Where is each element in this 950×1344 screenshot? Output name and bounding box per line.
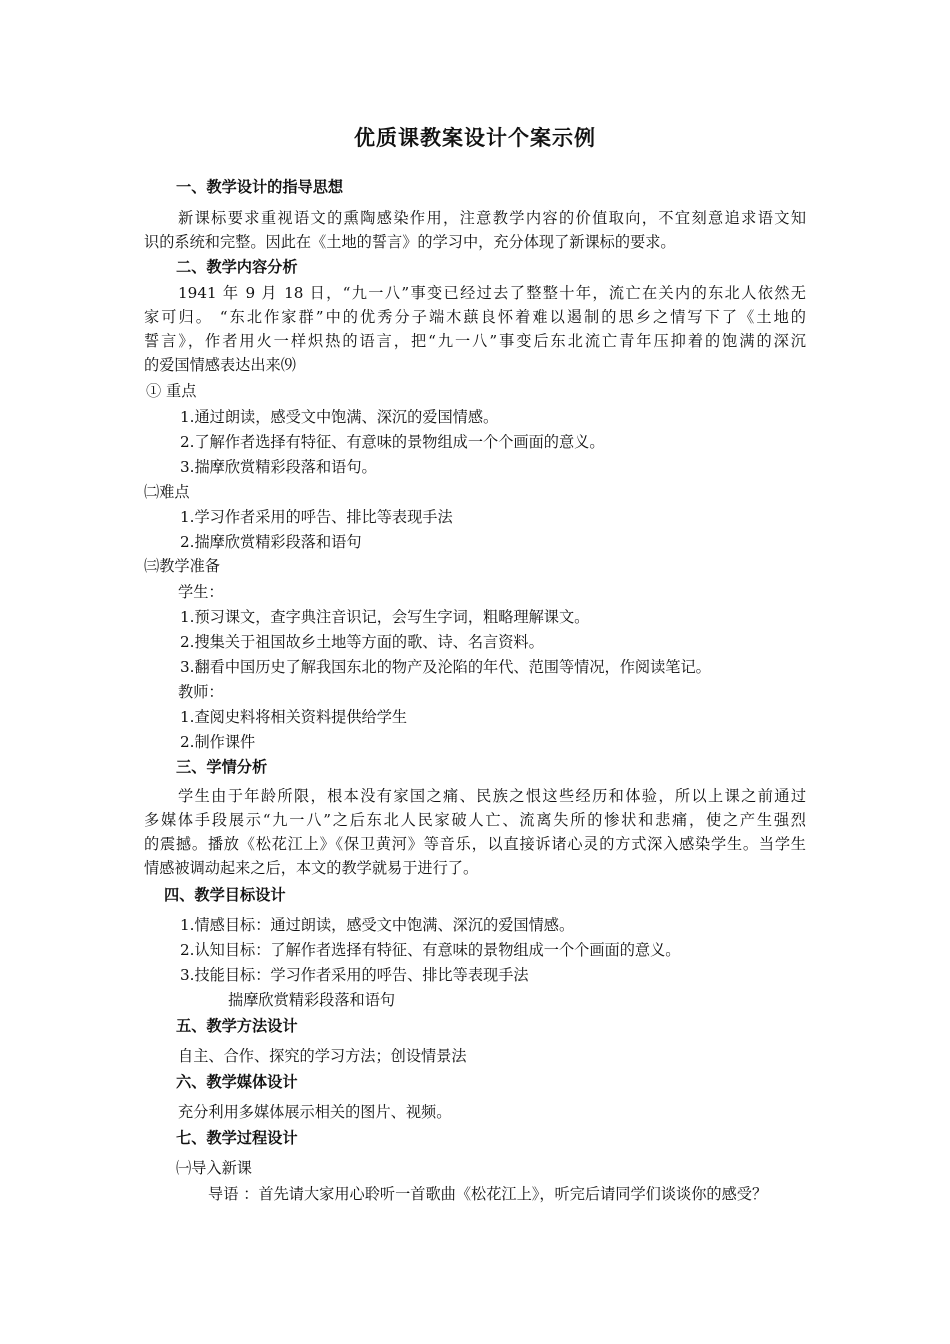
paragraph-line: 家可归。 “东北作家群”中的优秀分子端木蕻良怀着难以遏制的思乡之情写下了《土地的 bbox=[144, 308, 806, 326]
list-item: 2.了解作者选择有特征、有意味的景物组成一个个画面的意义。 bbox=[180, 433, 605, 451]
subheading-preparation: ㈢教学准备 bbox=[144, 557, 220, 575]
list-item: 1.预习课文，查字典注音识记，会写生字词，粗略理解课文。 bbox=[180, 608, 590, 626]
list-item: 1.学习作者采用的呼告、排比等表现手法 bbox=[180, 508, 453, 526]
paragraph-line: 誓言》，作者用火一样炽热的语言，把“九一八”事变后东北流亡青年压抑着的饱满的深沉 bbox=[144, 332, 806, 350]
section-heading: 一、教学设计的指导思想 bbox=[176, 178, 344, 196]
subheading-difficulties: ㈡难点 bbox=[144, 483, 190, 501]
subheading-key-points: ① 重点 bbox=[146, 382, 197, 400]
list-item: 1.查阅史料将相关资料提供给学生 bbox=[180, 708, 408, 726]
document-title: 优质课教案设计个案示例 bbox=[354, 125, 596, 150]
paragraph-line: 多媒体手段展示“九一八”之后东北人民家破人亡、流离失所的惨状和悲痛，使之产生强烈 bbox=[144, 811, 806, 829]
paragraph-line: 新课标要求重视语文的熏陶感染作用，注意教学内容的价值取向，不宜刻意追求语文知 bbox=[178, 209, 806, 227]
list-item: 1.通过朗读，感受文中饱满、深沉的爱国情感。 bbox=[180, 408, 499, 426]
paragraph-line: 的震撼。播放《松花江上》《保卫黄河》等音乐，以直接诉诸心灵的方式深入感染学生。当学生 bbox=[144, 835, 806, 853]
paragraph-line: 1941 年 9 月 18 日，“九一八”事变已经过去了整整十年，流亡在关内的东北人依然无 bbox=[178, 284, 806, 302]
paragraph-line: 的爱国情感表达出来⑼ bbox=[144, 356, 296, 374]
section-heading: 四、教学目标设计 bbox=[164, 886, 286, 904]
section-heading: 六、教学媒体设计 bbox=[176, 1073, 298, 1091]
paragraph-line: 识的系统和完整。因此在《土地的誓言》的学习中，充分体现了新课标的要求。 bbox=[144, 233, 676, 251]
section-heading: 三、学情分析 bbox=[176, 758, 268, 776]
paragraph-line: 情感被调动起来之后，本文的教学就易于进行了。 bbox=[144, 859, 479, 877]
list-item: 2.认知目标：了解作者选择有特征、有意味的景物组成一个个画面的意义。 bbox=[180, 941, 681, 959]
subheading-intro: ㈠导入新课 bbox=[176, 1159, 252, 1177]
section-heading: 七、教学过程设计 bbox=[176, 1129, 298, 1147]
list-item: 3.技能目标：学习作者采用的呼告、排比等表现手法 bbox=[180, 966, 529, 984]
list-item: 2.搜集关于祖国故乡土地等方面的歌、诗、名言资料。 bbox=[180, 633, 544, 651]
label-student: 学生： bbox=[178, 583, 224, 601]
list-item: 2.揣摩欣赏精彩段落和语句 bbox=[180, 533, 362, 551]
list-item: 1.情感目标：通过朗读，感受文中饱满、深沉的爱国情感。 bbox=[180, 916, 575, 934]
section-heading: 二、教学内容分析 bbox=[176, 258, 298, 276]
paragraph-line: 充分利用多媒体展示相关的图片、视频。 bbox=[178, 1103, 452, 1121]
list-item-continuation: 揣摩欣赏精彩段落和语句 bbox=[228, 991, 396, 1009]
list-item: 2.制作课件 bbox=[180, 733, 256, 751]
paragraph-line: 学生由于年龄所限，根本没有家国之痛、民族之恨这些经历和体验，所以上课之前通过 bbox=[178, 787, 806, 805]
list-item: 3.揣摩欣赏精彩段落和语句。 bbox=[180, 458, 377, 476]
paragraph-line: 自主、合作、探究的学习方法；创设情景法 bbox=[178, 1047, 467, 1065]
section-heading: 五、教学方法设计 bbox=[176, 1017, 298, 1035]
label-teacher: 教师： bbox=[178, 683, 224, 701]
list-item: 3.翻看中国历史了解我国东北的物产及沦陷的年代、范围等情况，作阅读笔记。 bbox=[180, 658, 711, 676]
paragraph-line: 导语 ：首先请大家用心聆听一首歌曲《松花江上》，听完后请同学们谈谈你的感受？ bbox=[208, 1185, 768, 1203]
